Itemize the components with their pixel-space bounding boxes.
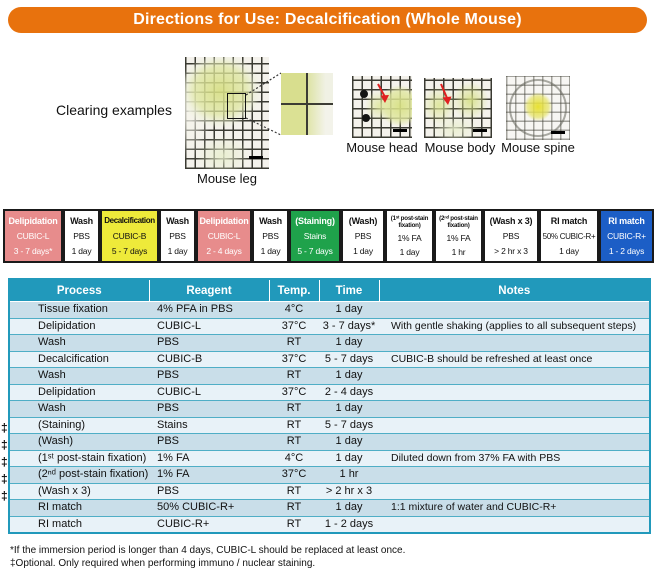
cell-process: RI match — [38, 501, 83, 514]
table-row — [9, 302, 650, 319]
cell-process: Delipidation — [38, 385, 96, 398]
cell-temp: RT — [286, 517, 302, 530]
table-row — [9, 318, 650, 335]
table-row — [9, 500, 650, 517]
step-name: (1ˢᵗ post-stain fixation) — [390, 214, 429, 230]
mouse-eye — [362, 114, 370, 122]
step-time: 1 hr — [451, 247, 466, 258]
cell-reagent: 1% FA — [157, 451, 190, 464]
cell-time: 2 - 4 days — [324, 385, 374, 398]
scale-bar — [393, 129, 407, 132]
cell-process: (Wash x 3) — [38, 484, 91, 497]
cell-notes — [379, 302, 650, 319]
clearing-examples-label: Clearing examples — [56, 102, 172, 118]
optional-marker: ‡ — [1, 489, 8, 503]
cell-notes — [379, 417, 650, 434]
step-time: 1 day — [71, 246, 92, 256]
cell-time: 1 day — [335, 336, 363, 349]
zoom-region-outline — [227, 93, 246, 119]
cell-process: Decalcification — [38, 352, 109, 365]
cell-notes: Diluted down from 37% FA with PBS — [391, 451, 561, 464]
cell-temp: RT — [286, 435, 302, 448]
footnote-dagger: ‡Optional. Only required when performing immuno / nuclear staining. — [10, 558, 316, 569]
step-reagent: 50% CUBIC-R+ — [542, 231, 596, 241]
step-time: 5 - 7 days — [111, 245, 148, 256]
cell-time: 1 day — [335, 402, 363, 415]
protocol-table — [8, 278, 651, 534]
cell-temp: RT — [286, 418, 302, 431]
cell-time: 5 - 7 days — [324, 418, 374, 431]
cell-notes — [379, 401, 650, 418]
cell-time: 1 day — [335, 451, 363, 464]
step-reagent: CUBIC-L — [16, 231, 50, 241]
table-row — [9, 483, 650, 500]
cell-temp: RT — [286, 484, 302, 497]
step-name: RI match — [550, 216, 588, 227]
table-row — [9, 401, 650, 418]
step-time: 1 day — [399, 247, 420, 258]
cell-reagent: CUBIC-L — [157, 319, 202, 332]
cell-temp: RT — [286, 336, 302, 349]
cell-temp: 37°C — [281, 319, 307, 332]
step-delipidation-1 — [3, 209, 63, 263]
caption-mouse-spine: Mouse spine — [501, 140, 575, 155]
mouse-leg-image — [185, 57, 269, 169]
step-ri-match-2 — [599, 209, 654, 263]
step-reagent: PBS — [169, 231, 186, 241]
inset-quadrant — [308, 105, 333, 135]
step-time: 3 - 7 days* — [13, 246, 53, 256]
cell-reagent: PBS — [157, 369, 180, 382]
table-row — [9, 384, 650, 401]
table-header-row — [9, 279, 650, 302]
step-delipidation-2 — [196, 209, 252, 263]
cell-temp: RT — [286, 402, 302, 415]
step-name: Wash — [259, 216, 282, 226]
col-header-time: Time — [319, 279, 379, 302]
step-name: Wash — [70, 216, 93, 226]
step-reagent: PBS — [354, 231, 372, 241]
footnote-asterisk: *If the immersion period is longer than 4 days, CUBIC-L should be replaced at least once. — [10, 545, 406, 556]
cell-notes: CUBIC-B should be refreshed at least once — [391, 352, 593, 365]
table-row — [9, 417, 650, 434]
cell-process: Wash — [38, 369, 66, 382]
page-title: Directions for Use: Decalcification (Whole Mouse) — [8, 7, 647, 33]
cell-temp: 37°C — [281, 352, 307, 365]
optional-marker: ‡ — [1, 455, 8, 469]
cell-time: 1 - 2 days — [324, 517, 374, 530]
table-row — [9, 467, 650, 484]
cell-notes — [379, 384, 650, 401]
step-time: 2 - 4 days — [206, 246, 242, 256]
cell-reagent: Stains — [157, 418, 188, 431]
step-time: 1 day — [167, 246, 188, 256]
mouse-body-image — [424, 78, 492, 138]
step-reagent: CUBIC-L — [207, 231, 241, 241]
step-decalcification — [100, 209, 159, 263]
step-reagent: Stains — [303, 231, 327, 241]
cell-reagent: CUBIC-L — [157, 385, 202, 398]
workflow-strip — [3, 209, 654, 263]
inset-quadrant — [281, 105, 306, 135]
table-row — [9, 434, 650, 451]
cell-process: RI match — [38, 517, 83, 530]
cell-temp: 4°C — [284, 451, 304, 464]
cell-notes — [379, 483, 650, 500]
cell-process: Delipidation — [38, 319, 96, 332]
cell-time: 1 day — [335, 369, 363, 382]
step-name: RI match — [608, 216, 645, 226]
cell-reagent: 50% CUBIC-R+ — [157, 501, 235, 514]
step-reagent: CUBIC-B — [112, 230, 147, 241]
step-wash-1 — [63, 209, 100, 263]
step-name: Delipidation — [199, 216, 249, 226]
cell-process: (Staining) — [38, 418, 86, 431]
cell-reagent: PBS — [157, 484, 180, 497]
table-row — [9, 351, 650, 368]
inset-quadrant — [281, 73, 306, 103]
cell-reagent: 1% FA — [157, 468, 190, 481]
table-row — [9, 516, 650, 533]
step-staining — [289, 209, 341, 263]
step-name: Wash — [166, 216, 189, 226]
table-row — [9, 450, 650, 467]
scale-bar — [551, 131, 565, 134]
step-name: Delipidation — [8, 216, 58, 226]
mouse-spine-image — [506, 76, 570, 140]
cell-notes: 1:1 mixture of water and CUBIC-R+ — [391, 501, 557, 514]
cell-reagent: CUBIC-B — [157, 352, 203, 365]
step-name: (Wash) — [348, 216, 378, 226]
step-time: 5 - 7 days — [297, 246, 333, 256]
step-post-stain-fixation-2 — [434, 209, 483, 263]
cell-reagent: CUBIC-R+ — [157, 517, 210, 530]
cell-notes — [379, 368, 650, 385]
step-wash-2 — [159, 209, 196, 263]
cell-temp: RT — [286, 501, 302, 514]
step-name: (Wash x 3) — [489, 216, 533, 226]
step-ri-match-1 — [539, 209, 599, 263]
step-name: (2ⁿᵈ post-stain fixation) — [439, 214, 478, 230]
table-row — [9, 335, 650, 352]
cell-process: (1ˢᵗ post-stain fixation) — [38, 451, 147, 464]
cell-temp: RT — [286, 369, 302, 382]
step-reagent: 1% FA — [446, 233, 471, 244]
step-wash-3 — [252, 209, 289, 263]
step-time: 1 day — [559, 245, 579, 256]
step-name: Decalcification — [104, 216, 155, 226]
col-header-reagent: Reagent — [149, 279, 269, 302]
zoom-inset-image — [281, 73, 333, 135]
col-header-temp: Temp. — [269, 279, 319, 302]
step-time: 1 day — [353, 246, 373, 256]
step-post-stain-fixation-1 — [385, 209, 434, 263]
cell-time: > 2 hr x 3 — [325, 484, 373, 497]
cell-time: 1 hr — [339, 468, 359, 481]
cell-process: Wash — [38, 402, 66, 415]
step-time: > 2 hr x 3 — [494, 246, 528, 256]
step-wash-x3 — [483, 209, 539, 263]
step-reagent: PBS — [73, 231, 90, 241]
cell-time: 1 day — [335, 303, 363, 316]
cell-reagent: PBS — [157, 435, 180, 448]
step-reagent: 1% FA — [397, 233, 422, 244]
mouse-head-image — [352, 76, 412, 138]
cell-notes — [379, 434, 650, 451]
caption-mouse-body: Mouse body — [424, 140, 496, 155]
cell-temp: 4°C — [284, 303, 304, 316]
caption-mouse-head: Mouse head — [346, 140, 418, 155]
cell-temp: 37°C — [281, 385, 307, 398]
cell-process: Wash — [38, 336, 66, 349]
optional-marker: ‡ — [1, 438, 8, 452]
cell-time: 3 - 7 days* — [322, 319, 376, 332]
col-header-notes: Notes — [379, 279, 650, 302]
table-row — [9, 368, 650, 385]
step-reagent: PBS — [262, 231, 279, 241]
step-wash-4 — [341, 209, 385, 263]
cell-process: (Wash) — [38, 435, 74, 448]
cell-temp: 37°C — [281, 468, 307, 481]
step-reagent: CUBIC-R+ — [607, 231, 646, 241]
cell-reagent: PBS — [157, 336, 180, 349]
scale-bar — [249, 156, 263, 159]
scale-bar — [473, 129, 487, 132]
step-reagent: PBS — [502, 231, 520, 241]
step-name: (Staining) — [295, 216, 335, 226]
cell-reagent: 4% PFA in PBS — [157, 303, 233, 316]
mouse-eye — [360, 90, 368, 98]
cell-notes — [379, 516, 650, 533]
cell-time: 1 day — [335, 501, 363, 514]
optional-marker: ‡ — [1, 421, 8, 435]
caption-mouse-leg: Mouse leg — [197, 171, 257, 186]
cell-notes: With gentle shaking (applies to all subsequent steps) — [391, 319, 637, 332]
cell-process: Tissue fixation — [38, 303, 108, 316]
cell-process: (2ⁿᵈ post-stain fixation) — [38, 468, 149, 481]
step-time: 1 day — [260, 246, 281, 256]
cell-time: 1 day — [335, 435, 363, 448]
optional-marker: ‡ — [1, 472, 8, 486]
step-time: 1 - 2 days — [608, 246, 645, 256]
cell-notes — [379, 467, 650, 484]
col-header-process: Process — [9, 279, 149, 302]
inset-quadrant — [308, 73, 333, 103]
cell-reagent: PBS — [157, 402, 180, 415]
cell-time: 5 - 7 days — [324, 352, 374, 365]
cell-notes — [379, 335, 650, 352]
